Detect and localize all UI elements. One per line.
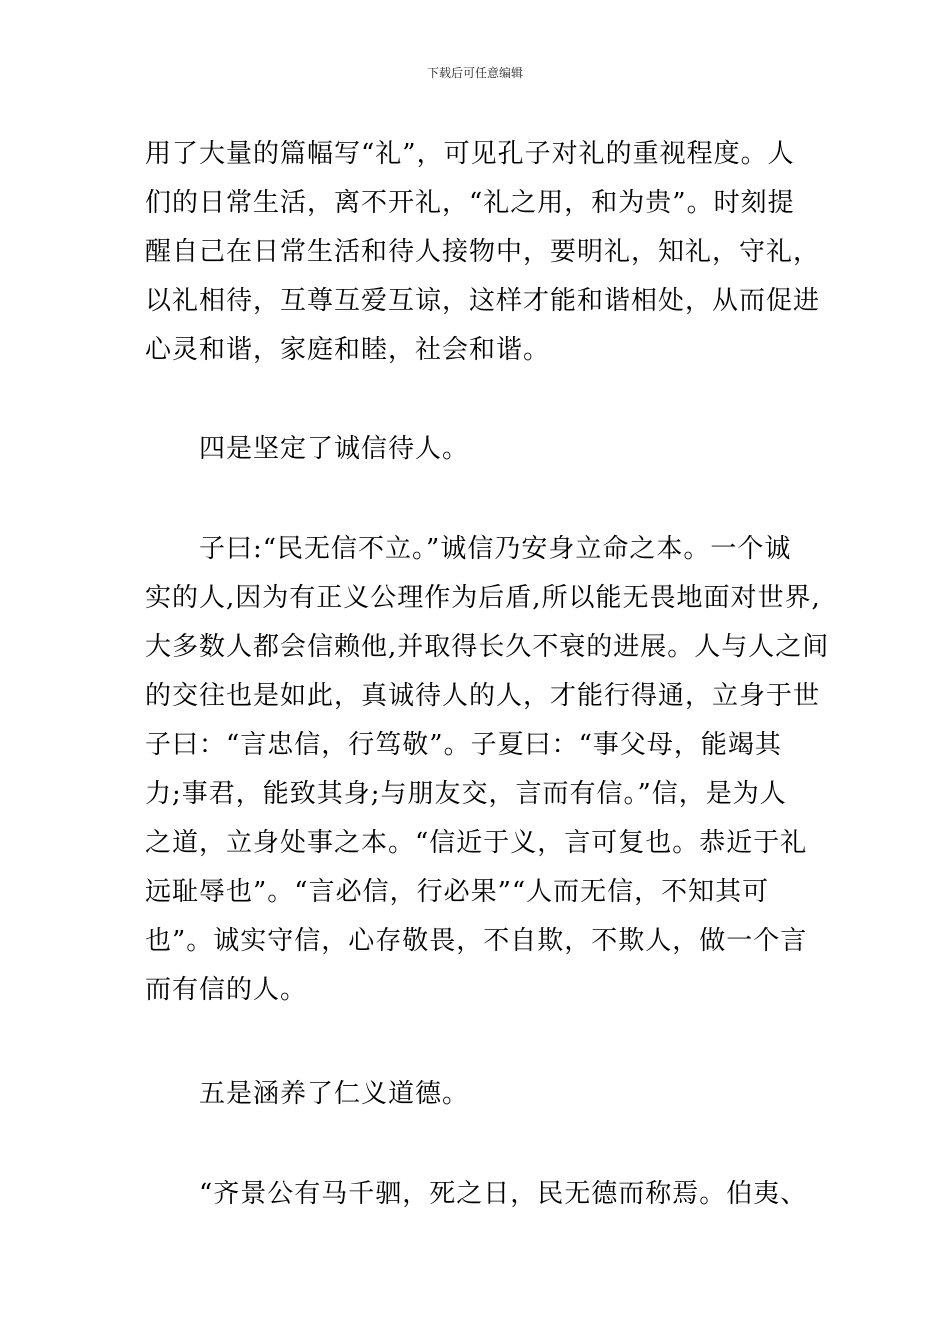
text-line: 也”。诚实守信，心存敬畏，不自欺，不欺人，做一个言 — [145, 926, 808, 956]
text-line: 们的日常生活，离不开礼，“礼之用，和为贵”。时刻提 — [145, 188, 795, 218]
text-line: 醒自己在日常生活和待人接物中，要明礼，知礼，守礼， — [145, 237, 821, 267]
text-line: 大多数人都会信赖他,并取得长久不衰的进展。人与人之间 — [145, 632, 830, 662]
text-line: “齐景公有马千驷，死之日，民无德而称焉。伯夷、 — [145, 1179, 808, 1209]
text-line: 用了大量的篇幅写“礼”，可见孔子对礼的重视程度。人 — [145, 139, 795, 169]
text-line: 五是涵养了仁义道德。 — [145, 1079, 470, 1109]
paragraph-1 — [145, 130, 821, 375]
paragraph-5 — [145, 1170, 807, 1219]
text-line: 子曰：“言忠信，行笃敬”。子夏曰：“事父母，能竭其 — [145, 730, 782, 760]
text-line: 的交往也是如此，真诚待人的人，才能行得通，立身于世 — [145, 681, 821, 711]
paragraph-3 — [145, 525, 830, 1015]
section-heading-5 — [145, 1070, 807, 1119]
text-line: 之道，立身处事之本。“信近于义，言可复也。恭近于礼 — [145, 828, 808, 858]
text-line: 子曰:“民无信不立。”诚信乃安身立命之本。一个诚 — [145, 534, 792, 564]
text-line: 四是坚定了诚信待人。 — [145, 434, 470, 464]
text-line: 心灵和谐，家庭和睦，社会和谐。 — [145, 335, 551, 365]
text-line: 以礼相待，互尊互爱互谅，这样才能和谐相处，从而促进 — [145, 286, 821, 316]
text-line: 而有信的人。 — [145, 975, 308, 1005]
text-line: 力;事君，能致其身;与朋友交，言而有信。”信，是为人 — [145, 779, 787, 809]
text-line: 远耻辱也”。“言必信，行必果”“人而无信，不知其可 — [145, 877, 770, 907]
section-heading-4 — [145, 425, 807, 474]
text-line: 实的人,因为有正义公理作为后盾,所以能无畏地面对世界, — [145, 583, 821, 613]
page-header: 下载后可任意编辑 — [426, 66, 523, 80]
